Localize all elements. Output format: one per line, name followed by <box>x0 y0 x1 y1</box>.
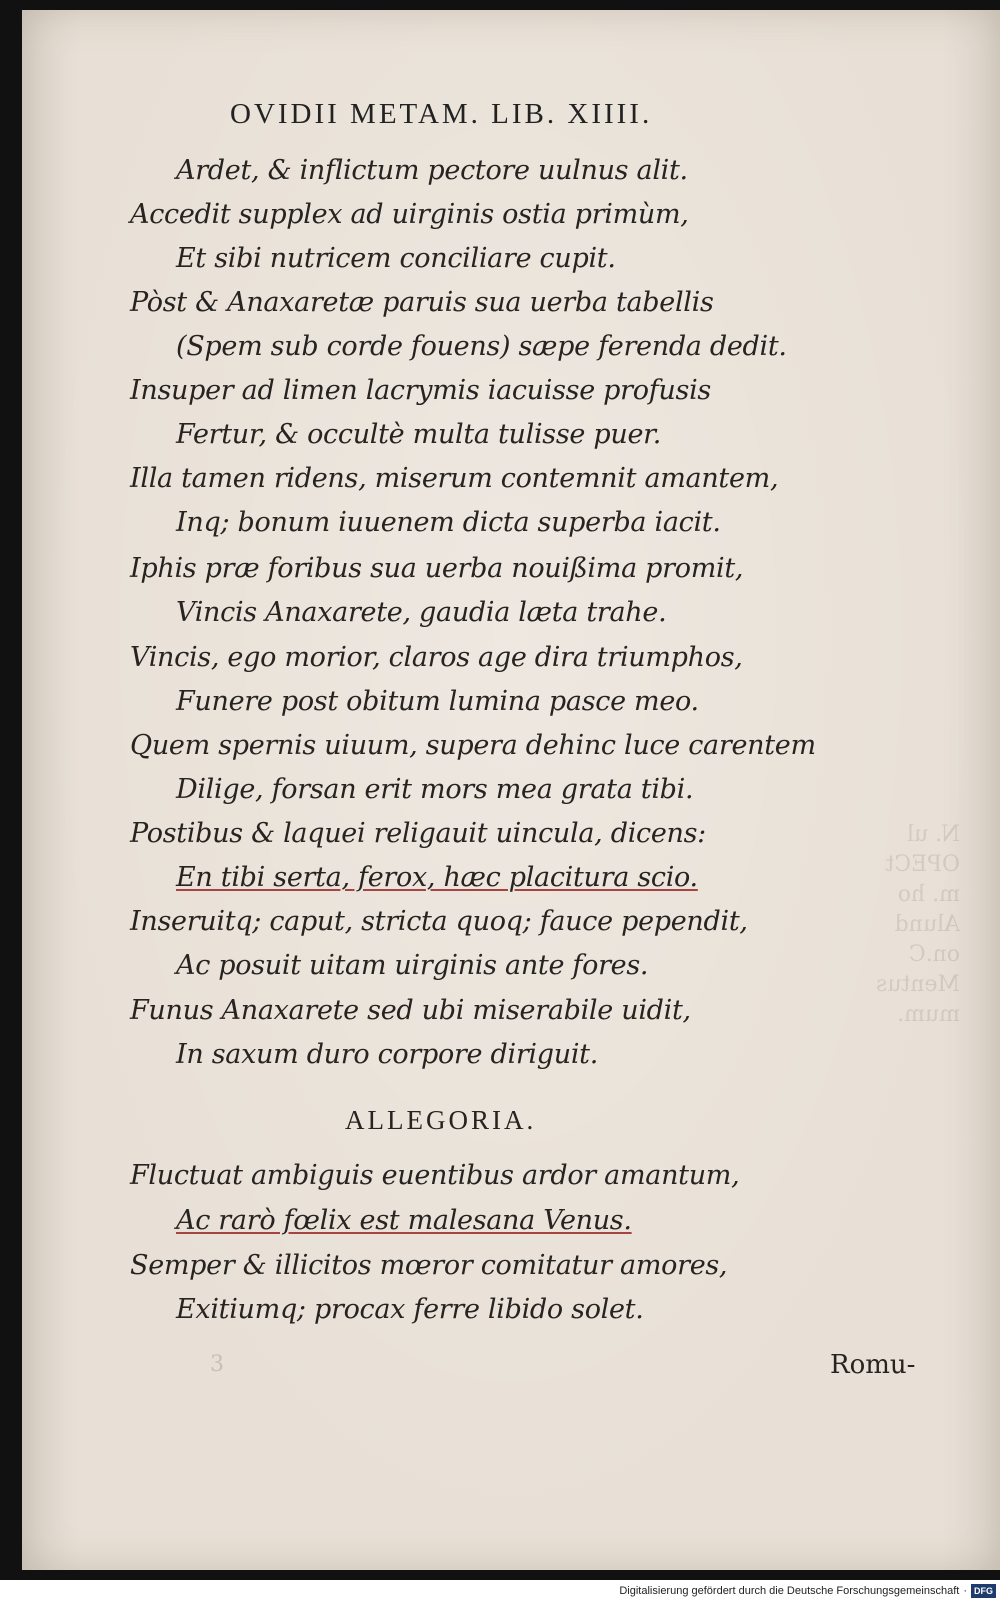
faint-pencil-mark: 3 <box>210 1352 224 1377</box>
dfg-logo: DFG <box>971 1584 996 1598</box>
verse-line: Ardet, & inflictum pectore uulnus alit. <box>176 155 688 186</box>
verse-line: (Spem sub corde fouens) sæpe ferenda dedit. <box>176 331 787 362</box>
verse-line: Postibus & laquei religauit uincula, dicens: <box>130 818 706 849</box>
footer-separator: · <box>963 1585 967 1597</box>
verse-line: Ac posuit uitam uirginis ante fores. <box>176 950 649 981</box>
verse-line: Illa tamen ridens, miserum contemnit amantem, <box>130 463 779 494</box>
verse-line: Fertur, & occultè multa tulisse puer. <box>176 419 662 450</box>
verse-line: Vincis, ego morior, claros age dira triumphos, <box>130 642 743 673</box>
verse-line: Vincis Anaxarete, gaudia læta trahe. <box>176 597 667 628</box>
verse-line: Funere post obitum lumina pasce meo. <box>176 686 699 717</box>
verse-line-underlined: Ac rarò fœlix est malesana Venus. <box>176 1205 632 1236</box>
verse-line: In saxum duro corpore diriguit. <box>176 1039 599 1070</box>
verse-line: Accedit supplex ad uirginis ostia primùm, <box>130 199 689 230</box>
verse-line: Dilige, forsan erit mors mea grata tibi. <box>176 774 694 805</box>
running-head: OVIDII METAM. LIB. XIIII. <box>230 98 653 130</box>
verse-line: Et sibi nutricem conciliare cupit. <box>176 243 616 274</box>
digitization-footer <box>619 1582 996 1600</box>
show-through-text: N. ul OPECt m. ho Alund on.C Mentus mum. <box>875 822 960 1027</box>
verse-line: Fluctuat ambiguis euentibus ardor amantum, <box>130 1160 740 1191</box>
footer-credit-text: Digitalisierung gefördert durch die Deutsche Forschungsgemeinschaft <box>619 1585 960 1597</box>
verse-line: Funus Anaxarete sed ubi miserabile uidit, <box>130 995 691 1026</box>
verse-line: Insuper ad limen lacrymis iacuisse profusis <box>130 375 711 406</box>
catchword: Romu- <box>830 1350 916 1380</box>
section-heading: ALLEGORIA. <box>345 1105 537 1135</box>
verse-line: Semper & illicitos mœror comitatur amores, <box>130 1250 728 1281</box>
verse-line: Pòst & Anaxaretæ paruis sua uerba tabellis <box>130 287 714 318</box>
verse-line: Inseruitq; caput, stricta quoq; fauce pependit, <box>130 906 748 937</box>
verse-line: Quem spernis uiuum, supera dehinc luce carentem <box>130 730 816 761</box>
verse-line: Exitiumq; procax ferre libido solet. <box>176 1294 644 1325</box>
verse-line: Inq; bonum iuuenem dicta superba iacit. <box>176 507 721 538</box>
verse-line: Iphis præ foribus sua uerba nouißima promit, <box>130 553 744 584</box>
verse-line-underlined: En tibi serta, ferox, hæc placitura scio. <box>176 862 698 893</box>
